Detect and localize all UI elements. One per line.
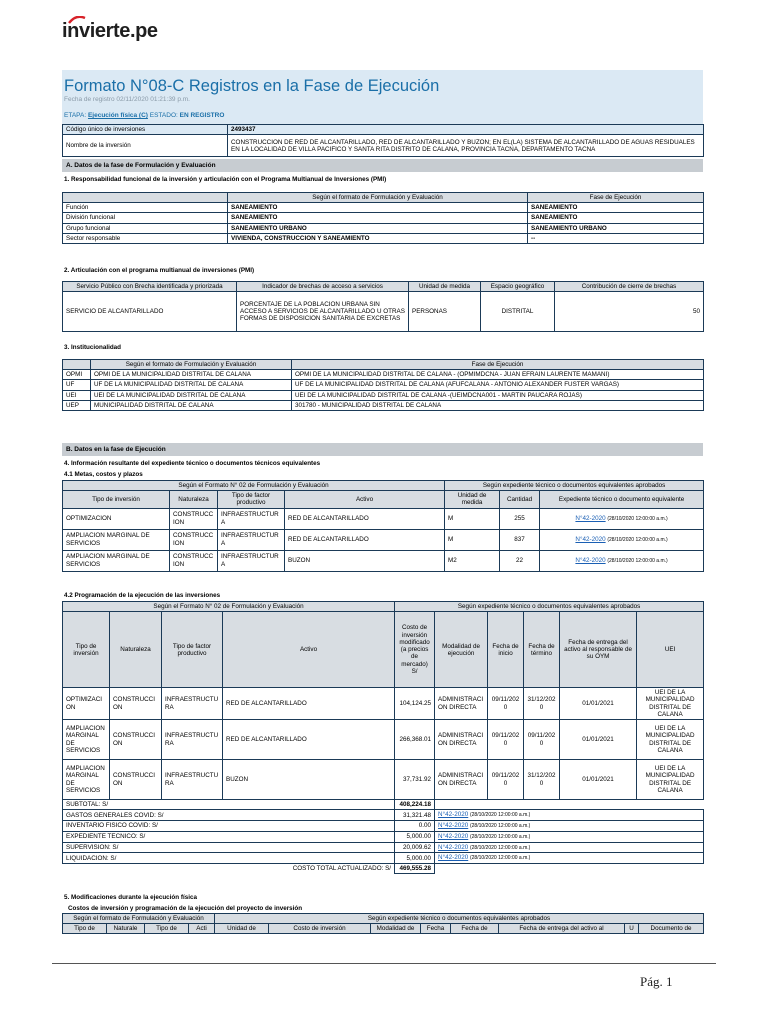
- document-link[interactable]: N°42-2020: [438, 843, 469, 851]
- heading-4-1: 4.1 Metas, costos y plazos: [64, 471, 143, 478]
- summary-doc: [435, 853, 704, 864]
- cell: UEI DE LA MUNICIPALIDAD DISTRITAL DE CALANA -(UEIMDCNA001 - MARTIN PAUCARA ROJAS): [292, 390, 704, 400]
- doc-cell: [540, 550, 704, 571]
- cell: BUZON: [285, 550, 445, 571]
- cell: RED DE ALCANTARILLADO: [285, 508, 445, 529]
- summary-label: EXPEDIENTE TECNICO: S/: [63, 831, 395, 842]
- group-header: Según expediente técnico o documentos equivalentes aprobados: [215, 914, 704, 924]
- document-date: (28/10/2020 12:00:00 a.m.): [607, 536, 668, 543]
- cell: UEI DE LA MUNICIPALIDAD DISTRITAL DE CALANA: [91, 390, 292, 400]
- summary-value: 5,000.00: [395, 831, 435, 842]
- cell: VIVIENDA, CONSTRUCCION Y SANEAMIENTO: [228, 233, 528, 243]
- summary-value: 20,009.62: [395, 842, 435, 853]
- schedule-table: [62, 601, 704, 874]
- table-header-row: [63, 360, 704, 370]
- cell: 50: [555, 292, 704, 332]
- summary-doc: [435, 842, 704, 853]
- column-header: Unidad de: [215, 924, 269, 934]
- group-header: Según el Formato N° 02 de Formulación y Evaluación: [63, 602, 395, 612]
- cell: INFRAESTRUCTURA: [218, 529, 285, 550]
- heading-4: 4. Información resultante del expediente técnico o documentos técnicos equivalentes: [64, 460, 321, 467]
- cell: OPMI DE LA MUNICIPALIDAD DISTRITAL DE CALANA: [91, 370, 292, 380]
- cell: 301780 - MUNICIPALIDAD DISTRITAL DE CALANA: [292, 400, 704, 410]
- column-header: Tipo de factor productivo: [162, 612, 223, 688]
- table-header-row: [63, 193, 704, 203]
- column-header: Fecha de término: [524, 612, 560, 688]
- column-header: Fecha de: [451, 924, 499, 934]
- cell: SANEAMIENTO: [228, 203, 528, 213]
- document-date: (28/10/2020 12:00:00 a.m.): [469, 833, 531, 840]
- section-b-bar: B. Datos en la fase de Ejecución: [62, 443, 703, 456]
- investment-id-table: [62, 124, 704, 157]
- cell: AMPLIACION MARGINAL DE SERVICIOS: [63, 550, 170, 571]
- summary-row: [63, 800, 704, 810]
- summary-doc: [435, 800, 704, 810]
- heading-4-2: 4.2 Programación de la ejecución de las inversiones: [64, 592, 221, 599]
- table-row: [63, 233, 704, 243]
- table-row: [63, 213, 704, 223]
- doc-cell: [540, 508, 704, 529]
- page-title: Formato N°08-C Registros en la Fase de Ejecución: [64, 77, 440, 95]
- column-header: Cantidad: [500, 491, 540, 508]
- column-header: Acti: [189, 924, 215, 934]
- total-spacer: [435, 864, 704, 874]
- column-header: Fecha de entrega del activo al: [499, 924, 625, 934]
- functional-table: [62, 192, 704, 244]
- table-header-row: [63, 282, 704, 292]
- cell: 09/11/2020: [488, 720, 524, 760]
- cell: M2: [445, 550, 500, 571]
- column-header: Tipo de: [63, 924, 107, 934]
- document-link[interactable]: N°42-2020: [438, 854, 469, 862]
- column-header: Tipo de inversión: [63, 491, 170, 508]
- table-row: [63, 370, 704, 380]
- total-value: 469,555.28: [395, 864, 435, 874]
- cell: UF DE LA MUNICIPALIDAD DISTRITAL DE CALANA (AFUFCALANA - ANTONIO ALEXANDER FUSTER VARGAS): [292, 380, 704, 390]
- etapa-value[interactable]: Ejecución física (C): [87, 112, 148, 119]
- table-group-header-row: [63, 914, 704, 924]
- cell: SANEAMIENTO: [528, 203, 704, 213]
- column-header: Tipo de inversión: [63, 612, 110, 688]
- table-row: [63, 135, 704, 157]
- cell: UEI DE LA MUNICIPALIDAD DISTRITAL DE CALANA: [637, 760, 704, 800]
- group-header: Según expediente técnico o documentos equivalentes aprobados: [395, 602, 704, 612]
- cell: 01/01/2021: [560, 760, 637, 800]
- cell: 09/11/2020: [524, 720, 560, 760]
- document-date: (28/10/2020 12:00:00 a.m.): [469, 823, 531, 830]
- cell: SANEAMIENTO URBANO: [228, 223, 528, 233]
- document-link[interactable]: N°42-2020: [575, 535, 606, 543]
- cell: CONSTRUCCION: [170, 529, 218, 550]
- cell: OPMI: [63, 370, 91, 380]
- cell: UEI: [63, 390, 91, 400]
- cell: INFRAESTRUCTURA: [162, 720, 223, 760]
- document-link[interactable]: N°42-2020: [438, 822, 469, 830]
- column-header: [63, 193, 228, 203]
- document-date: (28/10/2020 12:00:00 a.m.): [469, 855, 531, 862]
- cell: UEI DE LA MUNICIPALIDAD DISTRITAL DE CALANA: [637, 688, 704, 720]
- section-a-bar: A. Datos de la fase de Formulación y Evaluación: [62, 159, 703, 172]
- group-header: Según el formato de Formulación y Evaluación: [63, 914, 215, 924]
- total-row: [63, 864, 704, 874]
- cell: OPTIMIZACION: [63, 688, 110, 720]
- summary-value: 0.00: [395, 821, 435, 832]
- cell: ADMINISTRACION DIRECTA: [435, 760, 488, 800]
- column-header: Tipo de factor productivo: [218, 491, 285, 508]
- summary-doc: [435, 821, 704, 832]
- table-row: [63, 400, 704, 410]
- column-header: Activo: [285, 491, 445, 508]
- cell: Grupo funcional: [63, 223, 228, 233]
- heading-5: 5. Modificaciones durante la ejecución física: [64, 894, 197, 901]
- table-header-row: [63, 924, 704, 934]
- goals-table: [62, 480, 704, 572]
- logo-text: invierte.pe: [62, 20, 158, 42]
- document-link[interactable]: N°42-2020: [575, 556, 606, 564]
- cell: OPTIMIZACION: [63, 508, 170, 529]
- footer-divider: [52, 963, 716, 964]
- table-row: [63, 508, 704, 529]
- cell: 37,731.92: [395, 760, 435, 800]
- summary-label: SUBTOTAL: S/: [63, 800, 395, 810]
- cell: RED DE ALCANTARILLADO: [223, 688, 395, 720]
- heading-5-sub: Costos de inversión y programación de la ejecución del proyecto de inversión: [68, 905, 303, 912]
- cell: CONSTRUCCION: [110, 720, 162, 760]
- cell: UF DE LA MUNICIPALIDAD DISTRITAL DE CALANA: [91, 380, 292, 390]
- cell: INFRAESTRUCTURA: [162, 688, 223, 720]
- column-header: [63, 360, 91, 370]
- column-header: Activo: [223, 612, 395, 688]
- table-group-header-row: [63, 602, 704, 612]
- summary-doc: [435, 810, 704, 821]
- cell: DISTRITAL: [481, 292, 555, 332]
- etapa-label: ETAPA:: [64, 112, 87, 119]
- summary-row: [63, 810, 704, 821]
- invierte-pe-logo: [62, 16, 172, 46]
- cell: ADMINISTRACION DIRECTA: [435, 720, 488, 760]
- column-header: Documento de: [639, 924, 704, 934]
- column-header: Expediente técnico o documento equivalente: [540, 491, 704, 508]
- table-row: [63, 292, 704, 332]
- summary-value: 408,224.18: [395, 800, 435, 810]
- cell: INFRAESTRUCTURA: [162, 760, 223, 800]
- column-header: Unidad de medida: [409, 282, 481, 292]
- document-date: (28/10/2020 12:00:00 a.m.): [607, 557, 668, 564]
- cell: UF: [63, 380, 91, 390]
- table-row: [63, 203, 704, 213]
- cell: 01/01/2021: [560, 720, 637, 760]
- column-header: Fecha: [421, 924, 451, 934]
- column-header: Fecha de inicio: [488, 612, 524, 688]
- cell: SANEAMIENTO: [228, 213, 528, 223]
- column-header: Costo de inversión: [269, 924, 371, 934]
- summary-label: INVENTARIO FISICO COVID: S/: [63, 821, 395, 832]
- cell: SERVICIO DE ALCANTARILLADO: [63, 292, 237, 332]
- group-header: Según el Formato N° 02 de Formulación y Evaluación: [63, 481, 445, 491]
- cell: Sector responsable: [63, 233, 228, 243]
- pmi-table: [62, 281, 704, 332]
- table-row: [63, 380, 704, 390]
- summary-label: SUPERVISION: S/: [63, 842, 395, 853]
- summary-value: 5,000.00: [395, 853, 435, 864]
- table-row: [63, 760, 704, 800]
- column-header: Fase de Ejecución: [292, 360, 704, 370]
- cell: AMPLIACION MARGINAL DE SERVICIOS: [63, 529, 170, 550]
- cell: CONSTRUCCION: [110, 688, 162, 720]
- column-header: Fase de Ejecución: [528, 193, 704, 203]
- table-row: [63, 390, 704, 400]
- column-header: Tipo de: [145, 924, 189, 934]
- registration-date: Fecha de registro 02/11/2020 01:21:39 p.m.: [64, 96, 190, 103]
- doc-cell: [540, 529, 704, 550]
- cell: 266,368.01: [395, 720, 435, 760]
- document-link[interactable]: N°42-2020: [438, 811, 469, 819]
- cell: CONSTRUCCION: [110, 760, 162, 800]
- name-value: CONSTRUCCION DE RED DE ALCANTARILLADO, RED DE ALCANTARILLADO Y BUZON; EN EL(LA) SISTEMA DE ALCANTARILLADO DE AGUAS RESIDUALES EN LA LOCALIDAD DE VILLA PACIFICO Y SANTA RITA DISTRITO DE CALANA, PROVINCIA TACNA, DEPARTAMENTO TACNA: [228, 135, 704, 157]
- table-row: [63, 720, 704, 760]
- cell: CONSTRUCCION: [170, 550, 218, 571]
- column-header: Unidad de medida: [445, 491, 500, 508]
- summary-value: 31,321.48: [395, 810, 435, 821]
- column-header: Naturale: [107, 924, 145, 934]
- cell: UEI DE LA MUNICIPALIDAD DISTRITAL DE CALANA: [637, 720, 704, 760]
- cell: MUNICIPALIDAD DISTRITAL DE CALANA: [91, 400, 292, 410]
- cell: AMPLIACION MARGINAL DE SERVICIOS: [63, 760, 110, 800]
- cell: Función: [63, 203, 228, 213]
- institutional-table: [62, 359, 704, 411]
- heading-3: 3. Institucionalidad: [64, 344, 122, 351]
- cell: 09/11/2020: [488, 760, 524, 800]
- cell: BUZON: [223, 760, 395, 800]
- cell: PERSONAS: [409, 292, 481, 332]
- table-header-row: [63, 612, 704, 688]
- cell: M: [445, 529, 500, 550]
- summary-row: [63, 853, 704, 864]
- modifications-table: [62, 913, 704, 934]
- summary-label: LIQUIDACION: S/: [63, 853, 395, 864]
- cell: OPMI DE LA MUNICIPALIDAD DISTRITAL DE CALANA - (OPMIMDCNA - JUAN EFRAIN LAURENTE MAMANI): [292, 370, 704, 380]
- column-header: Servicio Público con Brecha identificada y priorizada: [63, 282, 237, 292]
- heading-2: 2. Articulación con el programa multianual de inversiones (PMI): [64, 267, 255, 274]
- column-header: U: [625, 924, 639, 934]
- column-header: Indicador de brechas de acceso a servicios: [237, 282, 409, 292]
- table-row: [63, 125, 704, 135]
- cell: PORCENTAJE DE LA POBLACION URBANA SIN ACCESO A SERVICIOS DE ALCANTARILLADO U OTRAS FORMAS DE DISPOSICION SANITARIA DE EXCRETAS: [237, 292, 409, 332]
- column-header: Modalidad de: [371, 924, 421, 934]
- cell: 837: [500, 529, 540, 550]
- column-header: Naturaleza: [170, 491, 218, 508]
- estado-value: EN REGISTRO: [179, 112, 225, 119]
- total-label: COSTO TOTAL ACTUALIZADO: S/: [292, 865, 392, 873]
- document-link[interactable]: N°42-2020: [438, 832, 469, 840]
- cell: 09/11/2020: [488, 688, 524, 720]
- column-header: Según el formato de Formulación y Evaluación: [228, 193, 528, 203]
- summary-doc: [435, 831, 704, 842]
- document-date: (28/10/2020 12:00:00 a.m.): [469, 844, 531, 851]
- cell: 22: [500, 550, 540, 571]
- cell: UEP: [63, 400, 91, 410]
- group-header: Según expediente técnico o documentos equivalentes aprobados: [445, 481, 704, 491]
- cell: SANEAMIENTO URBANO: [528, 223, 704, 233]
- cell: 31/12/2020: [524, 760, 560, 800]
- table-row: [63, 223, 704, 233]
- cell: --: [528, 233, 704, 243]
- column-header: Naturaleza: [110, 612, 162, 688]
- cell: RED DE ALCANTARILLADO: [223, 720, 395, 760]
- stage-status-line: [64, 112, 224, 119]
- cell: División funcional: [63, 213, 228, 223]
- column-header: UEI: [637, 612, 704, 688]
- cell: 255: [500, 508, 540, 529]
- cell: 31/12/2020: [524, 688, 560, 720]
- document-date: (28/10/2020 12:00:00 a.m.): [607, 515, 668, 522]
- cell: RED DE ALCANTARILLADO: [285, 529, 445, 550]
- table-row: [63, 688, 704, 720]
- column-header: Espacio geográfico: [481, 282, 555, 292]
- table-group-header-row: [63, 481, 704, 491]
- cell: ADMINISTRACION DIRECTA: [435, 688, 488, 720]
- page-number: Pág. 1: [640, 974, 673, 989]
- column-header: Contribución de cierre de brechas: [555, 282, 704, 292]
- heading-1: 1. Responsabilidad funcional de la inversión y articulación con el Programa Multianual de Inversiones (PMI): [64, 176, 387, 183]
- cell: 01/01/2021: [560, 688, 637, 720]
- cell: INFRAESTRUCTURA: [218, 508, 285, 529]
- summary-row: [63, 831, 704, 842]
- cell: M: [445, 508, 500, 529]
- column-header: Costo de inversión modificado (a precios de mercado) S/: [395, 612, 435, 688]
- document-link[interactable]: N°42-2020: [575, 514, 606, 522]
- table-header-row: [63, 491, 704, 508]
- summary-row: [63, 821, 704, 832]
- name-label: Nombre de la inversión: [63, 135, 228, 157]
- cell: SANEAMIENTO: [528, 213, 704, 223]
- code-value: 2493437: [228, 125, 704, 135]
- estado-label: ESTADO:: [149, 112, 178, 119]
- code-label: Código único de inversiones: [63, 125, 228, 135]
- table-row: [63, 529, 704, 550]
- summary-row: [63, 842, 704, 853]
- table-row: [63, 550, 704, 571]
- cell: 104,124.25: [395, 688, 435, 720]
- column-header: Modalidad de ejecución: [435, 612, 488, 688]
- summary-label: GASTOS GENERALES COVID: S/: [63, 810, 395, 821]
- cell: INFRAESTRUCTURA: [218, 550, 285, 571]
- column-header: Fecha de entrega del activo al responsable de su OYM: [560, 612, 637, 688]
- cell: CONSTRUCCION: [170, 508, 218, 529]
- column-header: Según el formato de Formulación y Evaluación: [91, 360, 292, 370]
- document-date: (28/10/2020 12:00:00 a.m.): [469, 812, 531, 819]
- cell: AMPLIACION MARGINAL DE SERVICIOS: [63, 720, 110, 760]
